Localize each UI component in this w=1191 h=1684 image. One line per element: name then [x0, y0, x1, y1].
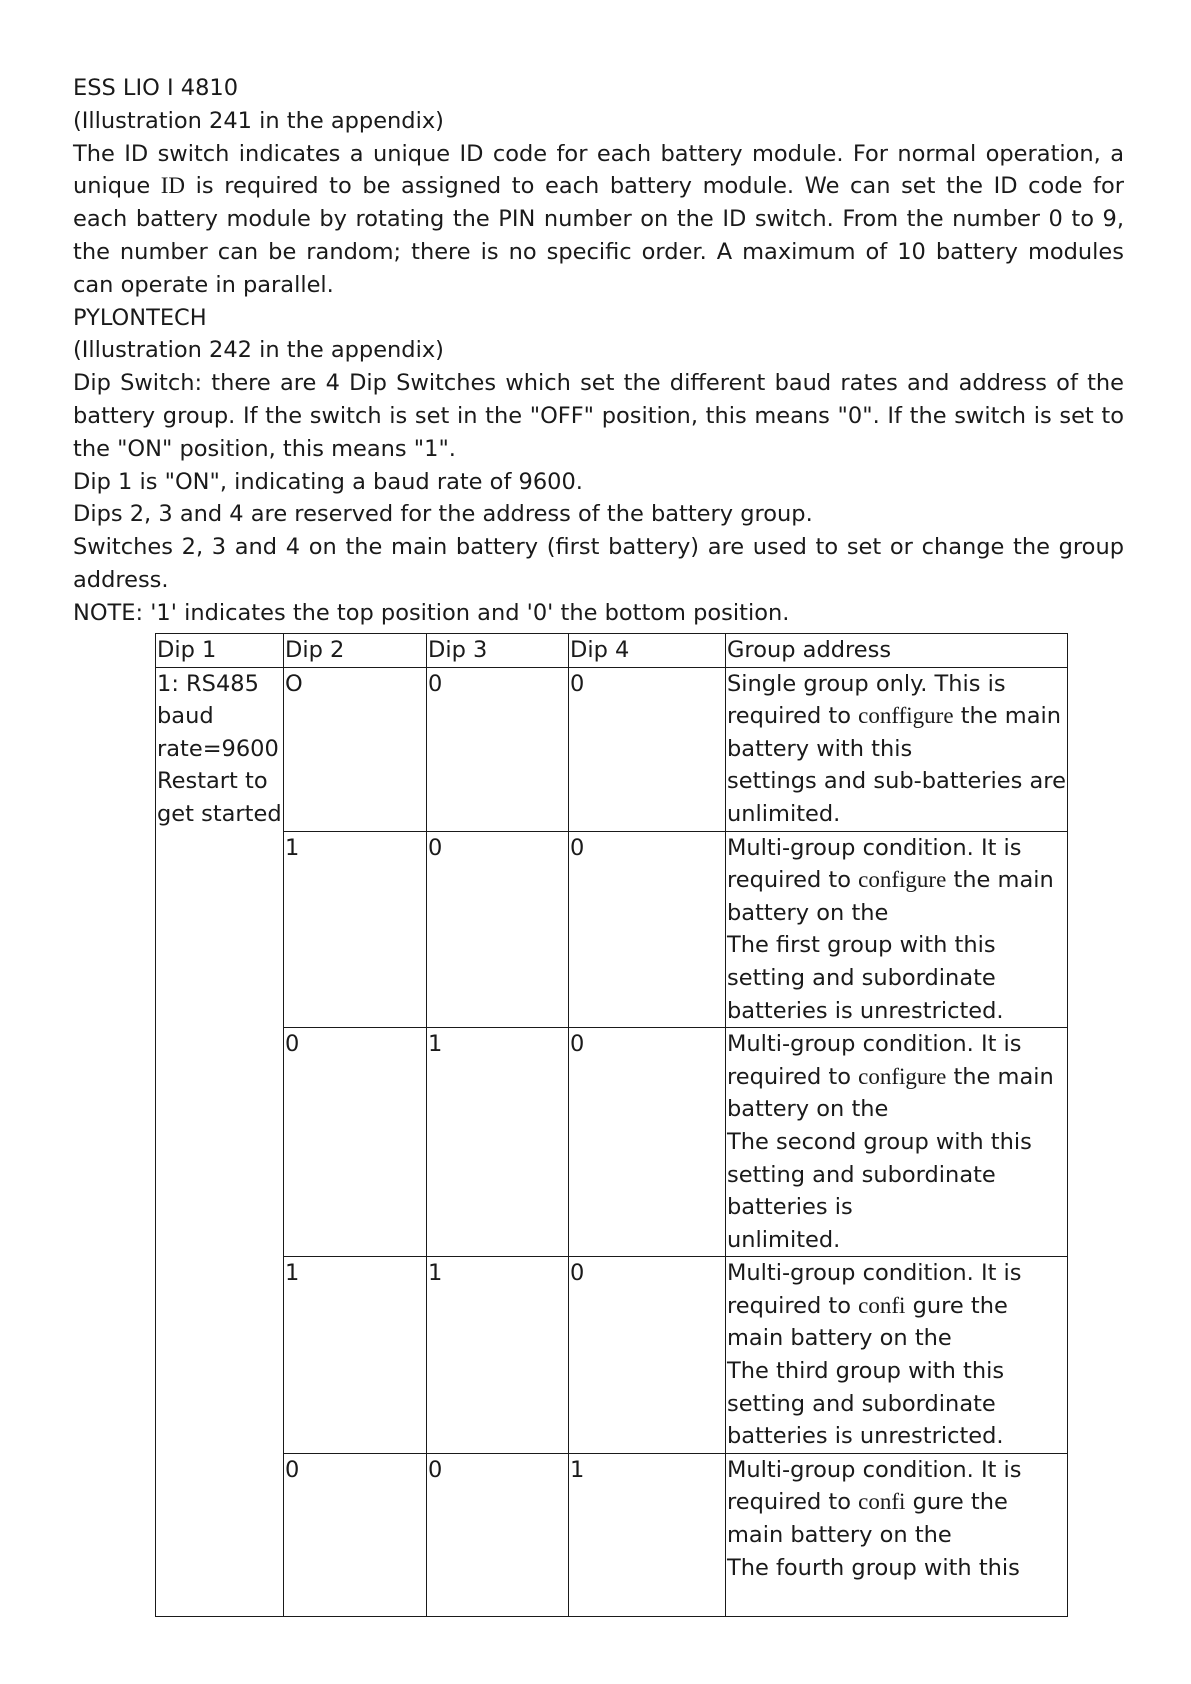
dip3-cell: 0 — [427, 667, 569, 831]
header-dip1: Dip 1 — [156, 634, 284, 668]
table-row — [156, 1257, 1068, 1454]
dip2-cell: 1 — [284, 1257, 427, 1454]
table-header-row — [156, 634, 1068, 668]
dip4-cell: 0 — [569, 1028, 726, 1257]
table-row — [156, 831, 1068, 1028]
dip1-line: Dip 1 is "ON", indicating a baud rate of 9600. — [73, 468, 583, 495]
dip-switch-table — [155, 633, 1068, 1617]
heading-ess-lio: ESS LIO I 4810 — [73, 75, 239, 101]
dip3-cell: 1 — [427, 1257, 569, 1454]
dip4-cell: 0 — [569, 1257, 726, 1454]
header-group-address: Group address — [726, 634, 1068, 668]
header-dip3: Dip 3 — [427, 634, 569, 668]
dip2-cell: O — [284, 667, 427, 831]
illustration-241-ref: (Illustration 241 in the appendix) — [73, 107, 444, 134]
header-dip2: Dip 2 — [284, 634, 427, 668]
dip4-cell: 0 — [569, 831, 726, 1028]
note-line: NOTE: '1' indicates the top position and '0' the bottom position. — [73, 599, 790, 626]
table-row — [156, 1028, 1068, 1257]
dip4-cell: 1 — [569, 1453, 726, 1616]
dip-switch-paragraph: Dip Switch: there are 4 Dip Switches which set the different baud rates and address of the battery group. If the switch is set in the "OFF" position, this means "0". If the switch is set to the "ON" position, this means "1". — [73, 370, 1124, 462]
illustration-242-ref: (Illustration 242 in the appendix) — [73, 337, 444, 364]
switches-paragraph: Switches 2, 3 and 4 on the main battery (first battery) are used to set or change the group address. — [73, 534, 1124, 593]
id-switch-paragraph: The ID switch indicates a unique ID code for each battery module. For normal operation, a unique ID is required to be assigned to each battery module. We can set the ID code for each battery module by rotating the PIN number on the ID switch. From the number 0 to 9, the number can be random; there is no specific order. A maximum of 10 battery modules can operate in parallel. — [73, 140, 1124, 298]
group-address-cell: Single group only. This is required to conffigure the main battery with this settings and sub-batteries are unlimited. — [726, 667, 1068, 831]
dip2-cell: 0 — [284, 1453, 427, 1616]
dip3-cell: 0 — [427, 831, 569, 1028]
heading-pylontech: PYLONTECH — [73, 304, 207, 331]
dip3-cell: 0 — [427, 1453, 569, 1616]
group-address-cell: Multi-group condition. It is required to configure the main battery on the The first group with this setting and subordinate batteries is unrestricted. — [726, 831, 1068, 1028]
group-address-cell: Multi-group condition. It is required to configure the main battery on the The second group with this setting and subordinate batteries is unlimited. — [726, 1028, 1068, 1257]
group-address-cell: Multi-group condition. It is required to confi gure the main battery on the The fourth group with this — [726, 1453, 1068, 1616]
header-dip4: Dip 4 — [569, 634, 726, 668]
dip1-cell: 1: RS485 baud rate=9600 Restart to get started — [156, 667, 284, 1616]
table-row — [156, 1453, 1068, 1616]
dip2-cell: 1 — [284, 831, 427, 1028]
group-address-cell: Multi-group condition. It is required to confi gure the main battery on the The third group with this setting and subordinate batteries is unrestricted. — [726, 1257, 1068, 1454]
dip3-cell: 1 — [427, 1028, 569, 1257]
dip4-cell: 0 — [569, 667, 726, 831]
dips-reserved-line: Dips 2, 3 and 4 are reserved for the address of the battery group. — [73, 501, 813, 528]
table-row — [156, 667, 1068, 831]
document-body — [73, 72, 1124, 630]
dip2-cell: 0 — [284, 1028, 427, 1257]
